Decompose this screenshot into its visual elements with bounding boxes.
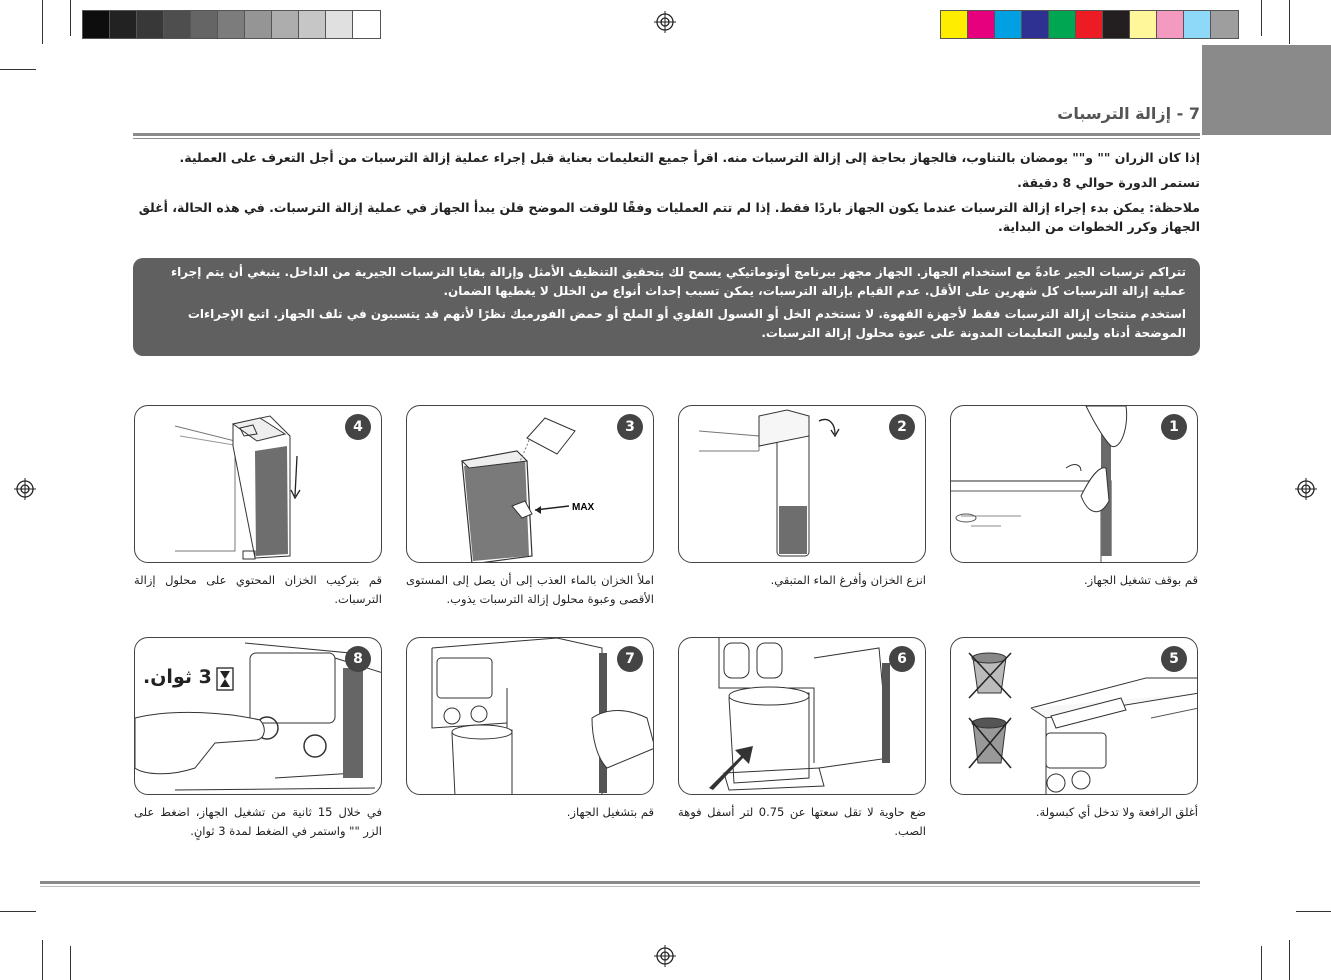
crop-mark [70, 946, 71, 980]
color-swatch [1103, 11, 1130, 38]
gray-color-bar [82, 10, 381, 39]
color-swatch [137, 11, 164, 38]
step-5-illustration [950, 637, 1198, 795]
hourglass-icon [217, 668, 233, 690]
color-swatch [1130, 11, 1157, 38]
step-3-caption: املأ الخزان بالماء العذب إلى أن يصل إلى المستوى الأقصى وعبوة محلول إزالة الترسبات يذوب. [406, 573, 654, 606]
color-swatch [1184, 11, 1211, 38]
color-swatch [218, 11, 245, 38]
crop-mark [0, 911, 36, 912]
color-swatch [1211, 11, 1238, 38]
color-swatch [995, 11, 1022, 38]
step-5-caption: أغلق الرافعة ولا تدخل أي كبسولة. [1035, 805, 1198, 819]
color-swatch [941, 11, 968, 38]
color-swatch [1049, 11, 1076, 38]
step-number-badge: 3 [617, 414, 643, 440]
max-label: MAX [572, 502, 595, 513]
color-swatch [272, 11, 299, 38]
step-6-caption: ضع حاوية لا تقل سعتها عن 0.75 لتر أسفل فوهة الصب. [678, 805, 926, 838]
footer-rule [40, 881, 1200, 884]
crop-mark [42, 940, 43, 980]
color-swatch [1157, 11, 1184, 38]
cycle-duration: تستمر الدورة حوالي 8 دقيقة. [1017, 175, 1200, 190]
color-swatch [245, 11, 272, 38]
step-1-illustration [950, 405, 1198, 563]
crop-mark [1261, 946, 1262, 980]
color-swatch [164, 11, 191, 38]
step-8-illustration [134, 637, 382, 795]
color-swatch [968, 11, 995, 38]
color-swatch [353, 11, 380, 38]
crop-mark [1289, 0, 1290, 44]
section-title: 7 - إزالة الترسبات [1057, 104, 1200, 123]
footer-rule [40, 886, 1200, 887]
chapter-tab [1202, 45, 1331, 135]
intro-paragraph: إذا كان الزران "" و"" يومضان بالتناوب، فالجهاز بحاجة إلى إزالة الترسبات منه. اقرأ جميع التعليمات بعناية قبل إجراء عملية إزالة الترسبات من أجل التعرف على العملية. [179, 150, 1200, 165]
crop-mark [1289, 940, 1290, 980]
step-2-caption: انزع الخزان وأفرغ الماء المتبقي. [770, 573, 926, 587]
crop-mark [42, 0, 43, 44]
registration-target-icon [654, 11, 676, 33]
step-1-caption: قم بوقف تشغيل الجهاز. [1084, 573, 1198, 587]
step-number-badge: 8 [345, 646, 371, 672]
step-7-caption: قم بتشغيل الجهاز. [566, 805, 654, 819]
color-swatch [1076, 11, 1103, 38]
color-swatch [110, 11, 137, 38]
step-6-illustration [678, 637, 926, 795]
step-4-illustration [134, 405, 382, 563]
step-2-illustration [678, 405, 926, 563]
process-color-bar [940, 10, 1239, 39]
capsule-icon [969, 653, 1011, 698]
crop-mark [1296, 911, 1331, 912]
crop-mark [1261, 0, 1262, 36]
step-8-caption: في خلال 15 ثانية من تشغيل الجهاز، اضغط على الزر "" واستمر في الضغط لمدة 3 ثوانٍ. [134, 805, 382, 838]
warning-paragraph: استخدم منتجات إزالة الترسبات فقط لأجهزة القهوة. لا تستخدم الخل أو الغسول القلوي أو الملح أو حمض الفورميك نظرًا لأنهم قد يتسببون في تلف الجهاز. اتبع الإجراءات الموضحة أدناه وليس التعليمات المدونة على عبوة محلول إزالة الترسبات. [187, 307, 1186, 340]
step-number-badge: 7 [617, 646, 643, 672]
title-rule [133, 138, 1200, 139]
color-swatch [326, 11, 353, 38]
crop-mark [70, 0, 71, 36]
step-number-badge: 5 [1161, 646, 1187, 672]
color-swatch [83, 11, 110, 38]
step-7-illustration [406, 637, 654, 795]
step-number-badge: 4 [345, 414, 371, 440]
step-number-badge: 1 [1161, 414, 1187, 440]
note-paragraph: ملاحظة: يمكن بدء إجراء إزالة الترسبات عندما يكون الجهاز باردًا فقط. إذا لم تتم العمليات وفقًا للوقت الموضح فلن يبدأ الجهاز في عملية إزالة الترسبات. في هذه الحالة، أغلق الجهاز وكرر الخطوات من البداية. [138, 200, 1200, 234]
step-number-badge: 6 [889, 646, 915, 672]
color-swatch [299, 11, 326, 38]
registration-target-icon [654, 945, 676, 967]
step-4-caption: قم بتركيب الخزان المحتوي على محلول إزالة الترسبات. [134, 573, 382, 606]
capsule-icon [969, 718, 1011, 768]
step-3-illustration [406, 405, 654, 563]
warning-paragraph: تتراكم ترسبات الجير عادةً مع استخدام الجهاز. الجهاز مجهز ببرنامج أوتوماتيكي يسمح لك بتحقيق التنظيف الأمثل وإزالة بقايا الترسبات الجيرية من الداخل. ينبغي أن يتم إجراء عملية إزالة الترسبات كل شهرين على الأقل. عدم القيام بإزالة الترسبات، يمكن تسبب إحداث أنواع من الخلل لا يغطيها الضمان. [170, 265, 1186, 298]
title-rule [133, 133, 1200, 136]
step-number-badge: 2 [889, 414, 915, 440]
crop-mark [0, 69, 36, 70]
color-swatch [191, 11, 218, 38]
registration-target-icon [1295, 478, 1317, 500]
hold-duration-label: 3 ثوان. [143, 666, 212, 688]
warning-box [133, 258, 1200, 356]
registration-target-icon [14, 478, 36, 500]
color-swatch [1022, 11, 1049, 38]
